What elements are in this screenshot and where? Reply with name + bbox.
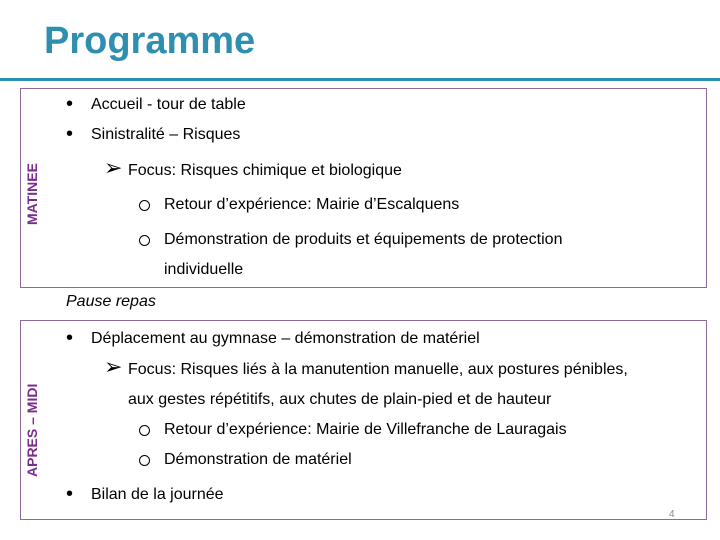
bullet-icon: •: [66, 123, 74, 145]
morning-item-1: Accueil - tour de table: [91, 96, 246, 113]
morning-label: MATINEE: [24, 163, 40, 225]
circle-bullet-icon: [139, 455, 150, 466]
morning-section: [20, 88, 707, 288]
morning-focus: Focus: Risques chimique et biologique: [128, 162, 402, 179]
afternoon-label: APRES – MIDI: [24, 383, 40, 477]
morning-subitem-2: Démonstration de produits et équipements de protection: [164, 231, 563, 248]
morning-subitem-2-continuation: individuelle: [164, 261, 244, 278]
bullet-icon: •: [66, 93, 74, 115]
page-number: 4: [669, 509, 675, 520]
title-divider: [0, 78, 720, 81]
slide-title: Programme: [44, 20, 256, 62]
bullet-icon: •: [66, 483, 74, 505]
arrow-bullet-icon: ➢: [104, 354, 123, 379]
bullet-icon: •: [66, 327, 74, 349]
afternoon-focus-line-1: Focus: Risques liés à la manutention manuelle, aux postures pénibles,: [128, 361, 628, 378]
arrow-bullet-icon: ➢: [104, 155, 123, 180]
circle-bullet-icon: [139, 200, 150, 211]
afternoon-subitem-2: Démonstration de matériel: [164, 451, 352, 468]
afternoon-focus-line-2: aux gestes répétitifs, aux chutes de plain-pied et de hauteur: [128, 391, 552, 408]
circle-bullet-icon: [139, 425, 150, 436]
morning-item-2: Sinistralité – Risques: [91, 126, 241, 143]
afternoon-item-2: Bilan de la journée: [91, 486, 224, 503]
morning-subitem-1: Retour d’expérience: Mairie d’Escalquens: [164, 196, 460, 213]
afternoon-item-1: Déplacement au gymnase – démonstration de matériel: [91, 330, 480, 347]
circle-bullet-icon: [139, 235, 150, 246]
lunch-break: Pause repas: [66, 293, 156, 310]
afternoon-subitem-1: Retour d’expérience: Mairie de Villefranche de Lauragais: [164, 421, 567, 438]
